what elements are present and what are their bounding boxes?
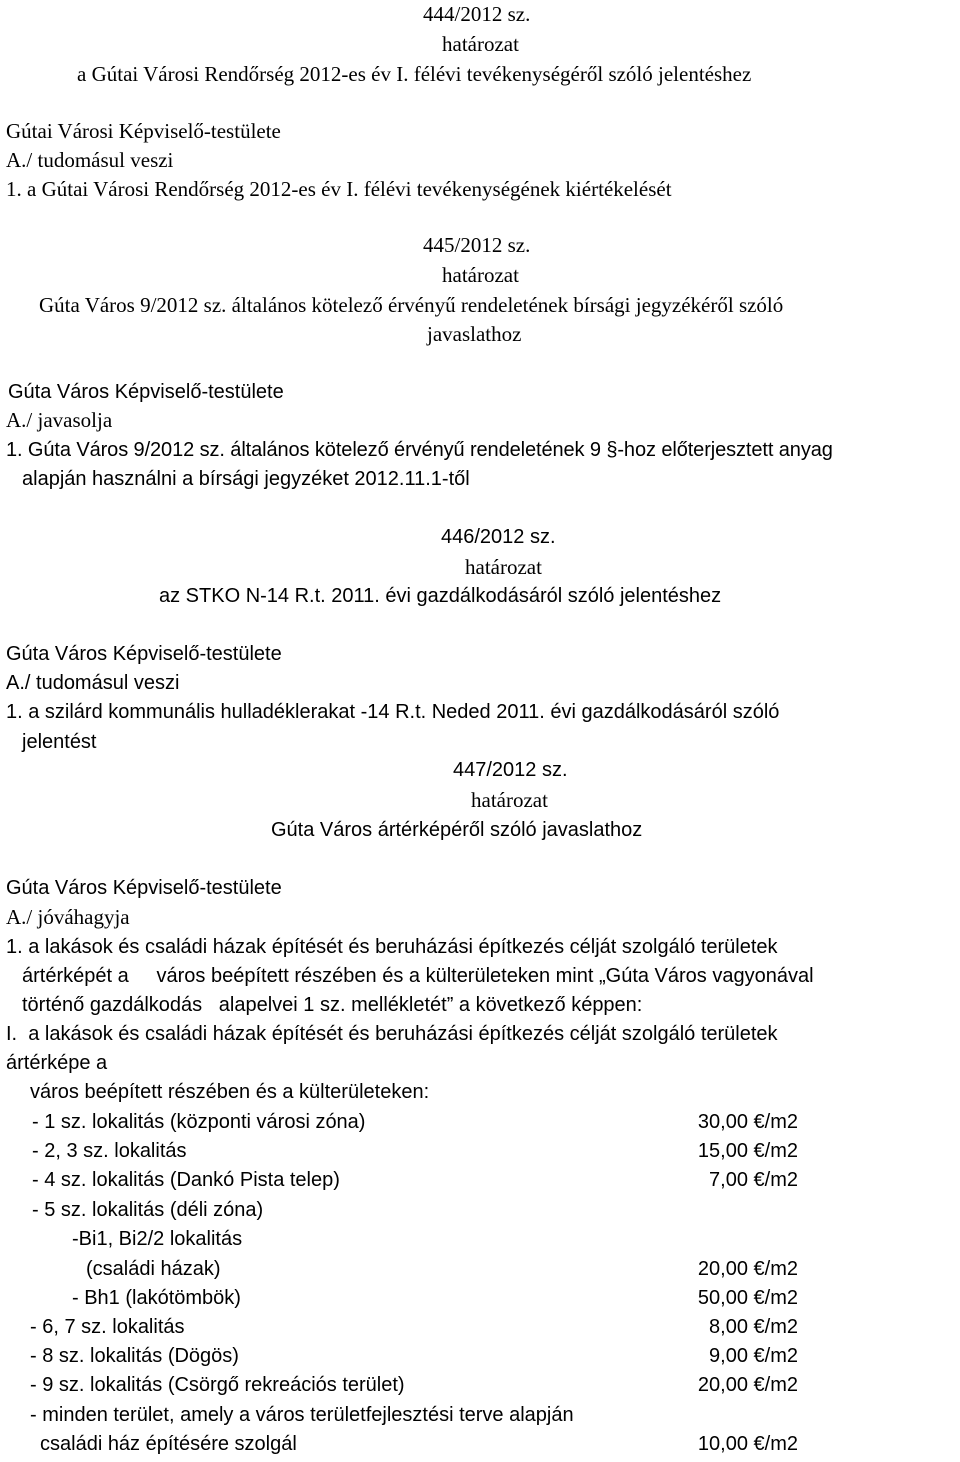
- resolution-445-subject-line-2: javaslathoz: [427, 322, 522, 346]
- resolution-445-item-1-line-2: alapján használni a bírsági jegyzéket 2012.11.1-től: [22, 468, 470, 490]
- section-i-line-1: I. a lakások és családi házak építését és beruházási építkezés célját szolgáló területek: [6, 1023, 778, 1045]
- resolution-445-body: Gúta Város Képviselő-testülete: [8, 381, 284, 403]
- resolution-447-item-1-line-3: történő gazdálkodás alapelvei 1 sz. mellékletét” a következő képpen:: [22, 994, 643, 1016]
- resolution-446-body: Gúta Város Képviselő-testülete: [6, 643, 282, 665]
- resolution-447-item-1-line-2: ártérképét a város beépített részében és a külterületeken mint „Gúta Város vagyonával: [22, 965, 814, 987]
- resolution-446-subject: az STKO N-14 R.t. 2011. évi gazdálkodásáról szóló jelentéshez: [159, 585, 722, 607]
- price-row-label: - 8 sz. lokalitás (Dögös): [30, 1345, 239, 1367]
- resolution-446-item-1-line-1: 1. a szilárd kommunális hulladéklerakat -14 R.t. Neded 2011. évi gazdálkodásáról szóló: [6, 701, 780, 723]
- section-i-line-3: város beépített részében és a külterületeken:: [30, 1081, 430, 1103]
- price-row-label: - 1 sz. lokalitás (központi városi zóna): [32, 1111, 366, 1133]
- price-row-amount: 20,00 €/m2: [697, 1374, 798, 1396]
- resolution-444-subject: a Gútai Városi Rendőrség 2012-es év I. félévi tevékenységéről szóló jelentéshez: [77, 62, 752, 86]
- price-row-amount: 8,00 €/m2: [709, 1316, 798, 1338]
- price-row-amount: 30,00 €/m2: [697, 1111, 798, 1133]
- price-row-amount: 10,00 €/m2: [697, 1433, 798, 1455]
- price-row-label: -Bi1, Bi2/2 lokalitás: [72, 1228, 243, 1250]
- price-row-label: családi ház építésére szolgál: [40, 1433, 297, 1455]
- price-row-label: - Bh1 (lakótömbök): [72, 1287, 241, 1309]
- price-row-amount: 20,00 €/m2: [697, 1258, 798, 1280]
- price-row-label: - 9 sz. lokalitás (Csörgő rekreációs terület): [30, 1374, 405, 1396]
- resolution-447-subject: Gúta Város ártérképéről szóló javaslathoz: [271, 819, 643, 841]
- resolution-446-number: 446/2012 sz.: [441, 526, 556, 548]
- resolution-445-action: A./ javasolja: [6, 408, 113, 432]
- resolution-445-number: 445/2012 sz.: [423, 233, 531, 257]
- resolution-446-item-1-line-2: jelentést: [22, 731, 97, 753]
- resolution-447-action: A./ jóváhagyja: [6, 905, 130, 929]
- price-row-amount: 50,00 €/m2: [697, 1287, 798, 1309]
- resolution-444-type: határozat: [442, 32, 519, 56]
- price-row-label: - 5 sz. lokalitás (déli zóna): [32, 1199, 264, 1221]
- resolution-447-item-1-line-1: 1. a lakások és családi házak építését és beruházási építkezés célját szolgáló területek: [6, 936, 778, 958]
- price-row-amount: 9,00 €/m2: [709, 1345, 798, 1367]
- section-i-line-2: ártérképe a: [6, 1052, 108, 1074]
- price-row-amount: 7,00 €/m2: [709, 1169, 798, 1191]
- price-row-label: - 4 sz. lokalitás (Dankó Pista telep): [32, 1169, 340, 1191]
- resolution-444-number: 444/2012 sz.: [423, 2, 531, 26]
- price-row-label: - minden terület, amely a város területfejlesztési terve alapján: [30, 1404, 574, 1426]
- price-row-label: - 2, 3 sz. lokalitás: [32, 1140, 187, 1162]
- resolution-447-type: határozat: [471, 788, 548, 812]
- resolution-444-item-1: 1. a Gútai Városi Rendőrség 2012-es év I. félévi tevékenységének kiértékelését: [6, 177, 672, 201]
- resolution-445-type: határozat: [442, 263, 519, 287]
- price-row-label: - 6, 7 sz. lokalitás: [30, 1316, 185, 1338]
- resolution-447-number: 447/2012 sz.: [453, 759, 568, 781]
- resolution-444-action: A./ tudomásul veszi: [6, 148, 174, 172]
- resolution-447-body: Gúta Város Képviselő-testülete: [6, 877, 282, 899]
- resolution-445-subject-line-1: Gúta Város 9/2012 sz. általános kötelező érvényű rendeletének bírsági jegyzékéről szóló: [39, 293, 784, 317]
- resolution-444-body: Gútai Városi Képviselő-testülete: [6, 119, 281, 143]
- price-row-label: (családi házak): [86, 1258, 221, 1280]
- resolution-446-type: határozat: [465, 555, 542, 579]
- resolution-445-item-1-line-1: 1. Gúta Város 9/2012 sz. általános kötelező érvényű rendeletének 9 §-hoz előterjesztett anyag: [6, 439, 833, 461]
- price-row-amount: 15,00 €/m2: [697, 1140, 798, 1162]
- resolution-446-action: A./ tudomásul veszi: [6, 672, 180, 694]
